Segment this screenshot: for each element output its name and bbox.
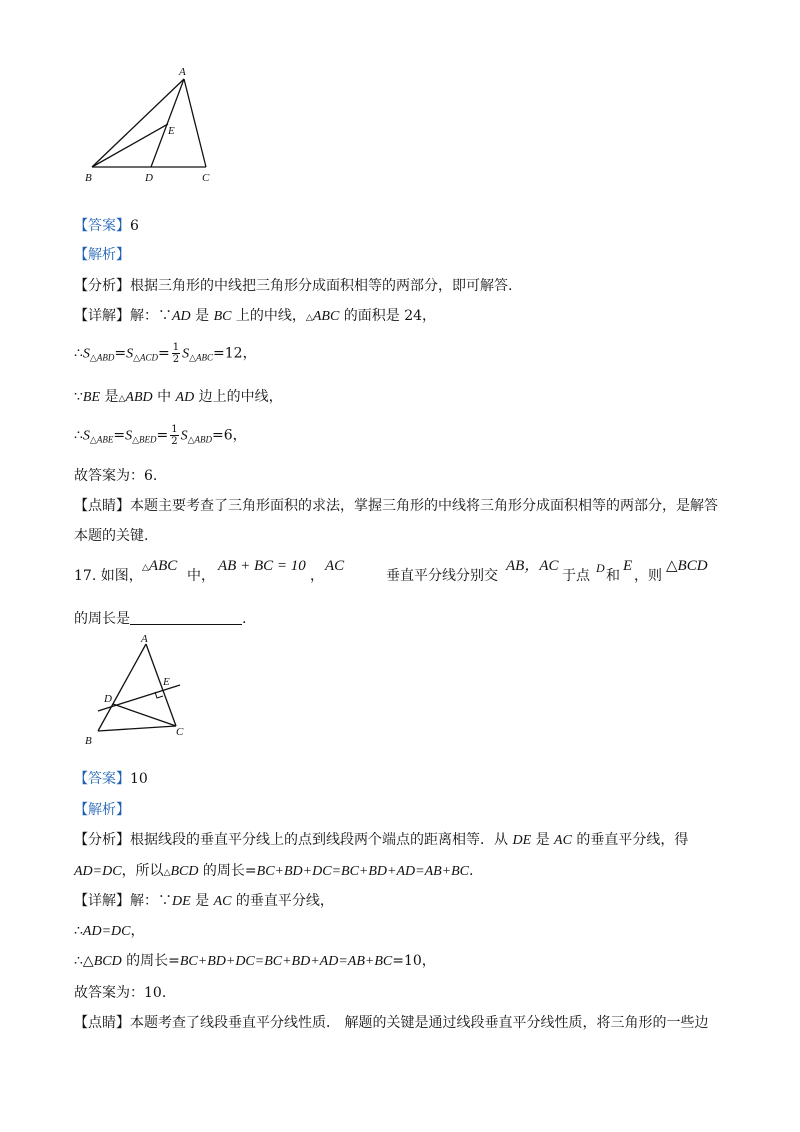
- q16-analysis-tag: 【解析】: [74, 247, 130, 263]
- fraction-half: $\frac{1}{2}$: [172, 342, 180, 365]
- segment-ab: [92, 79, 184, 167]
- q16-xiangjie-line-3: ∵BE 是△ABD 中 AD 边上的中线，: [74, 389, 283, 405]
- q17-stem-line-2: 的周长是 .: [74, 611, 247, 627]
- q16-dianjing-line-2: 本题的关键.: [74, 528, 149, 544]
- label-c: C: [176, 726, 184, 738]
- q16-conclusion: 故答案为：6.: [74, 468, 158, 484]
- q17-analysis-tag: 【解析】: [74, 802, 130, 818]
- label-a: A: [179, 66, 186, 78]
- segment-ac: [184, 79, 206, 167]
- label-d: D: [145, 172, 153, 184]
- q17-answer: 【答案】10: [74, 771, 148, 787]
- label-a: A: [141, 633, 148, 645]
- triangle-figure-2: [80, 634, 210, 749]
- triangle-figure-1: [80, 64, 220, 184]
- q16-xiangjie-line-4: $\therefore S_{\triangle ABE}=S_{\triangle BED}=$ $\frac{1}{2}$ $S_{\triangle ABD}=6$，: [74, 424, 247, 447]
- q16-xiangjie-line-2: $\therefore S_{\triangle ABD}=S_{\triangle ACD}=$ $\frac{1}{2}$ $S_{\triangle ABC}=12$，: [74, 342, 257, 365]
- label-e: E: [163, 676, 170, 688]
- segment-ab: [98, 644, 146, 731]
- q16-dianjing-line-1: 【点睛】本题主要考查了三角形面积的求法，掌握三角形的中线将三角形分成面积相等的两部分，是解答: [74, 498, 718, 514]
- q17-xiangjie-line-1: 【详解】解：∵DE 是 AC 的垂直平分线，: [74, 893, 334, 909]
- q17-fenxi-line-1: 【分析】根据线段的垂直平分线上的点到线段两个端点的距离相等．从 DE 是 AC 的垂直平分线，得: [74, 832, 689, 848]
- q17-dianjing: 【点睛】本题考查了线段垂直平分线性质． 解题的关键是通过线段垂直平分线性质，将三角形的一些边: [74, 1015, 709, 1031]
- label-b: B: [85, 172, 92, 184]
- q17-xiangjie-line-2: ∴AD=DC，: [74, 923, 145, 939]
- segment-ac: [146, 644, 176, 726]
- fraction-half: $\frac{1}{2}$: [171, 424, 178, 447]
- label-c: C: [202, 172, 210, 184]
- q17-conclusion: 故答案为：10.: [74, 985, 167, 1001]
- q16-answer: 【答案】6: [74, 218, 139, 234]
- answer-blank[interactable]: [130, 610, 242, 625]
- label-b: B: [85, 735, 92, 747]
- q17-xiangjie-line-3: ∴△BCD 的周长=BC+BD+DC=BC+BD+AD=AB+BC=10，: [74, 953, 436, 969]
- segment-bc: [98, 726, 176, 731]
- q17-fenxi-line-2: AD=DC，所以△BCD 的周长=BC+BD+DC=BC+BD+AD=AB+BC.: [74, 863, 474, 879]
- q16-xiangjie-line-1: 【详解】解：∵AD 是 BC 上的中线，△ABC 的面积是 24，: [74, 308, 437, 324]
- label-d: D: [104, 693, 112, 705]
- q16-fenxi: 【分析】根据三角形的中线把三角形分成面积相等的两部分，即可解答.: [74, 278, 513, 294]
- segment-ad: [151, 79, 184, 167]
- label-e: E: [168, 125, 175, 137]
- segment-dc: [113, 704, 176, 726]
